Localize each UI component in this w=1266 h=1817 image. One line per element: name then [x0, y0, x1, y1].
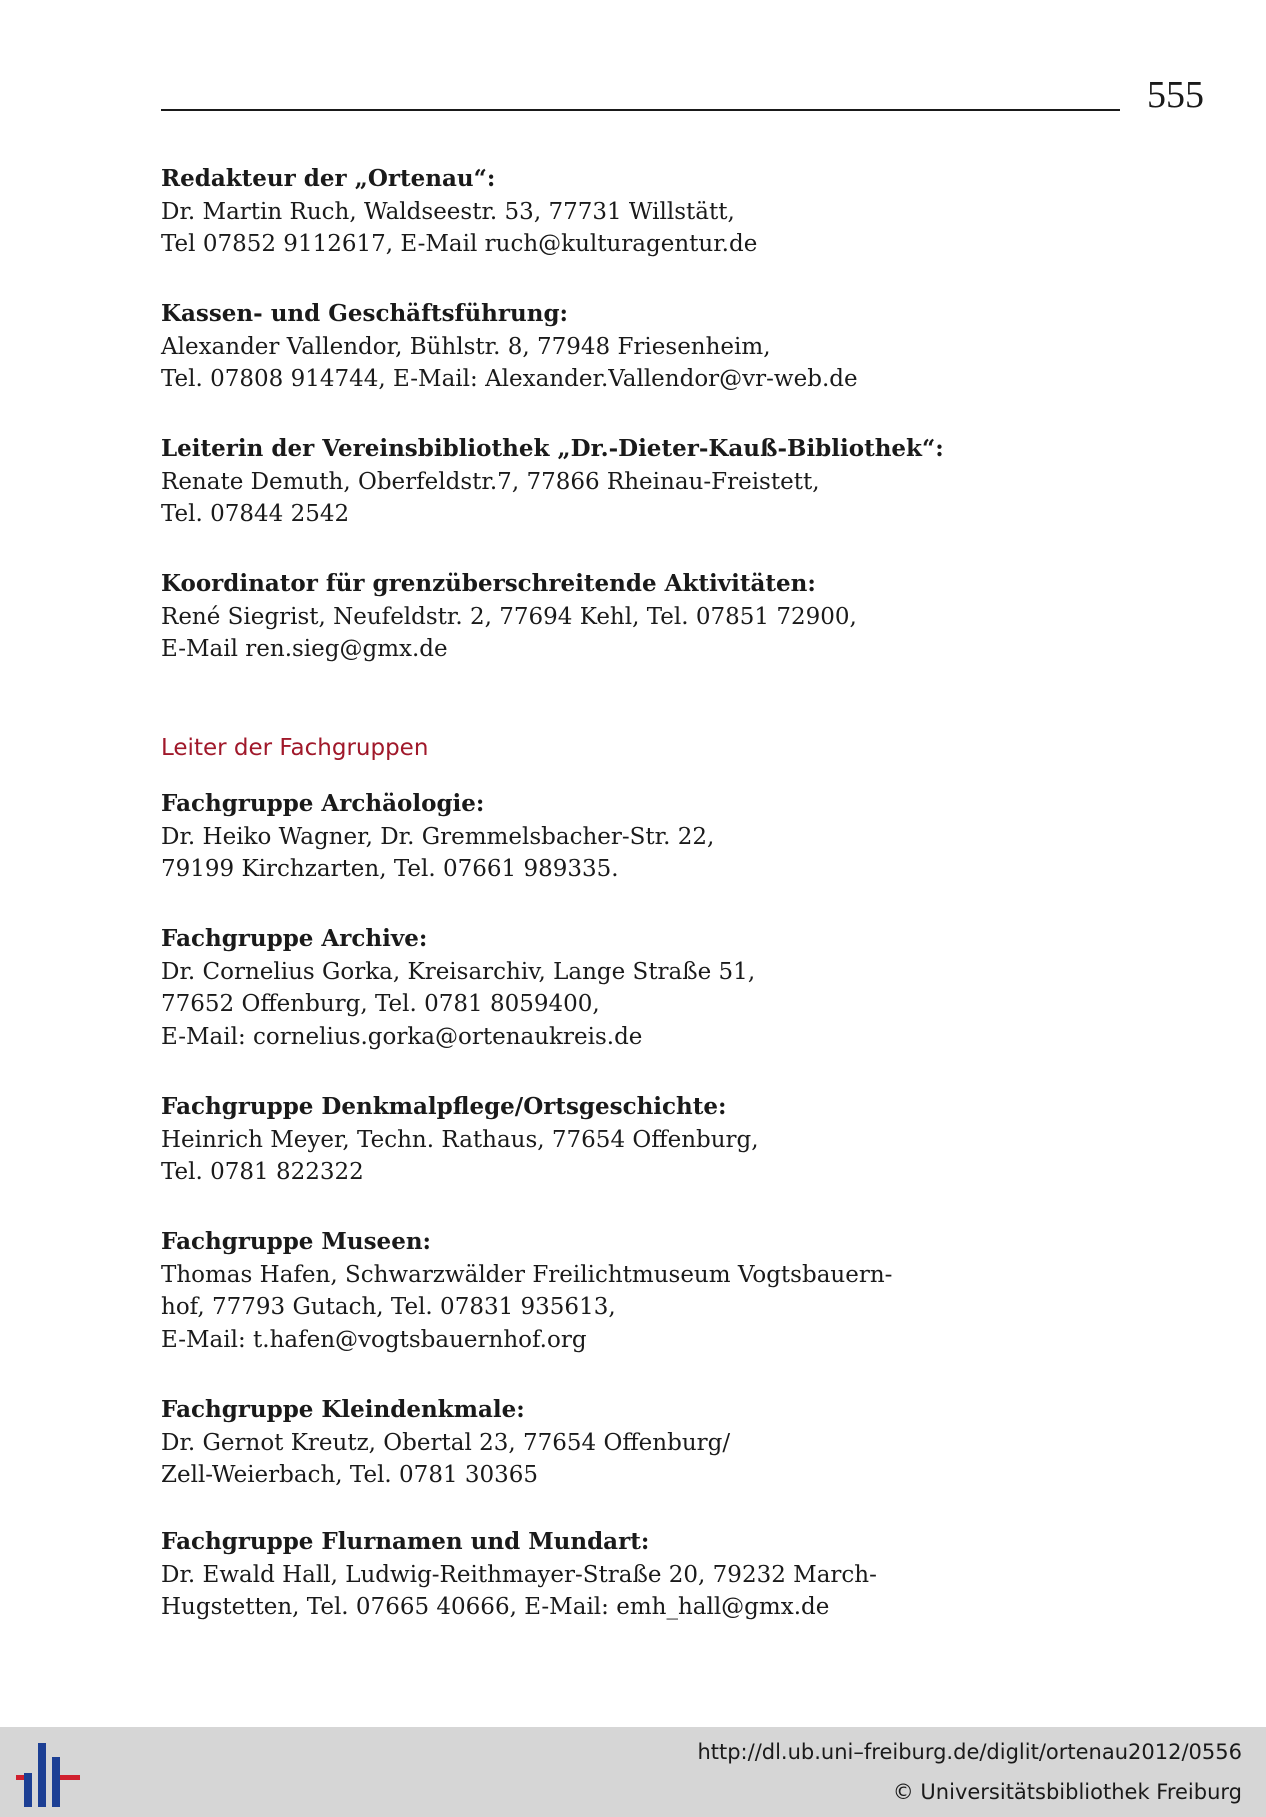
contact-block-monuments: [161, 1091, 1061, 1189]
contact-block-small-monuments: [161, 1394, 1061, 1492]
contact-block-museums: [161, 1226, 1061, 1356]
contact-line: Alexander Vallendor, Bühlstr. 8, 77948 Friesenheim,: [161, 333, 771, 360]
page-number: 555: [1147, 74, 1204, 116]
contact-line: E-Mail ren.sieg@gmx.de: [161, 636, 448, 662]
ub-freiburg-logo-icon: [16, 1743, 80, 1807]
contact-line: 77652 Offenburg, Tel. 0781 8059400,: [161, 991, 600, 1017]
contact-line: 79199 Kirchzarten, Tel. 07661 989335.: [161, 856, 619, 882]
contact-heading: Fachgruppe Denkmalpflege/Ortsgeschichte:: [161, 1093, 727, 1120]
contact-line: Dr. Gernot Kreutz, Obertal 23, 77654 Offenburg/: [161, 1429, 731, 1456]
contact-heading: Fachgruppe Museen:: [161, 1228, 432, 1255]
contact-block-archaeology: [161, 788, 1061, 886]
contact-line: E-Mail: cornelius.gorka@ortenaukreis.de: [161, 1023, 643, 1050]
contact-line: Tel. 07844 2542: [161, 501, 350, 527]
contact-heading: Redakteur der „Ortenau“:: [161, 165, 496, 192]
contact-heading: Kassen- und Geschäftsführung:: [161, 300, 569, 327]
contact-heading: Fachgruppe Archäologie:: [161, 790, 485, 817]
contact-line: Dr. Heiko Wagner, Dr. Gremmelsbacher-Str. 22,: [161, 823, 715, 850]
contact-line: Dr. Ewald Hall, Ludwig-Reithmayer-Straße 20, 79232 March-: [161, 1561, 877, 1588]
footer-bar: [0, 1727, 1266, 1817]
contact-heading: Leiterin der Vereinsbibliothek „Dr.-Dieter-Kauß-Bibliothek“:: [161, 435, 944, 462]
contact-block-crossborder: [161, 568, 1061, 666]
contact-line: Hugstetten, Tel. 07665 40666, E-Mail: emh_hall@gmx.de: [161, 1594, 830, 1620]
contact-line: Tel. 07808 914744, E-Mail: Alexander.Vallendor@vr-web.de: [161, 366, 858, 392]
contact-line: hof, 77793 Gutach, Tel. 07831 935613,: [161, 1294, 616, 1320]
contact-heading: Fachgruppe Flurnamen und Mundart:: [161, 1528, 650, 1555]
section-title: Leiter der Fachgruppen: [161, 735, 429, 761]
contact-line: Zell-Weierbach, Tel. 0781 30365: [161, 1462, 539, 1488]
contact-line: Thomas Hafen, Schwarzwälder Freilichtmuseum Vogtsbauern-: [161, 1261, 893, 1288]
contact-block-treasury: [161, 298, 1061, 396]
contact-line: René Siegrist, Neufeldstr. 2, 77694 Kehl, Tel. 07851 72900,: [161, 603, 857, 630]
contact-line: Dr. Cornelius Gorka, Kreisarchiv, Lange Straße 51,: [161, 958, 756, 985]
contact-line: Heinrich Meyer, Techn. Rathaus, 77654 Offenburg,: [161, 1126, 759, 1153]
footer-copyright: © Universitätsbibliothek Freiburg: [892, 1780, 1242, 1804]
contact-block-editor: [161, 163, 1061, 261]
header-rule: [161, 109, 1120, 111]
contact-heading: Fachgruppe Archive:: [161, 925, 428, 952]
contact-line: Tel 07852 9112617, E-Mail ruch@kulturagentur.de: [161, 231, 758, 257]
contact-line: Tel. 0781 822322: [161, 1159, 364, 1185]
contact-block-archives: [161, 923, 1061, 1053]
contact-line: E-Mail: t.hafen@vogtsbauernhof.org: [161, 1326, 587, 1353]
contact-heading: Fachgruppe Kleindenkmale:: [161, 1396, 525, 1423]
contact-block-library: [161, 433, 1061, 531]
contact-heading: Koordinator für grenzüberschreitende Aktivitäten:: [161, 570, 816, 597]
contact-line: Dr. Martin Ruch, Waldseestr. 53, 77731 Willstätt,: [161, 198, 735, 225]
footer-url-link[interactable]: http://dl.ub.uni–freiburg.de/diglit/ortenau2012/0556: [697, 1740, 1242, 1764]
contact-line: Renate Demuth, Oberfeldstr.7, 77866 Rheinau-Freistett,: [161, 468, 820, 495]
contact-block-field-names: [161, 1526, 1061, 1624]
